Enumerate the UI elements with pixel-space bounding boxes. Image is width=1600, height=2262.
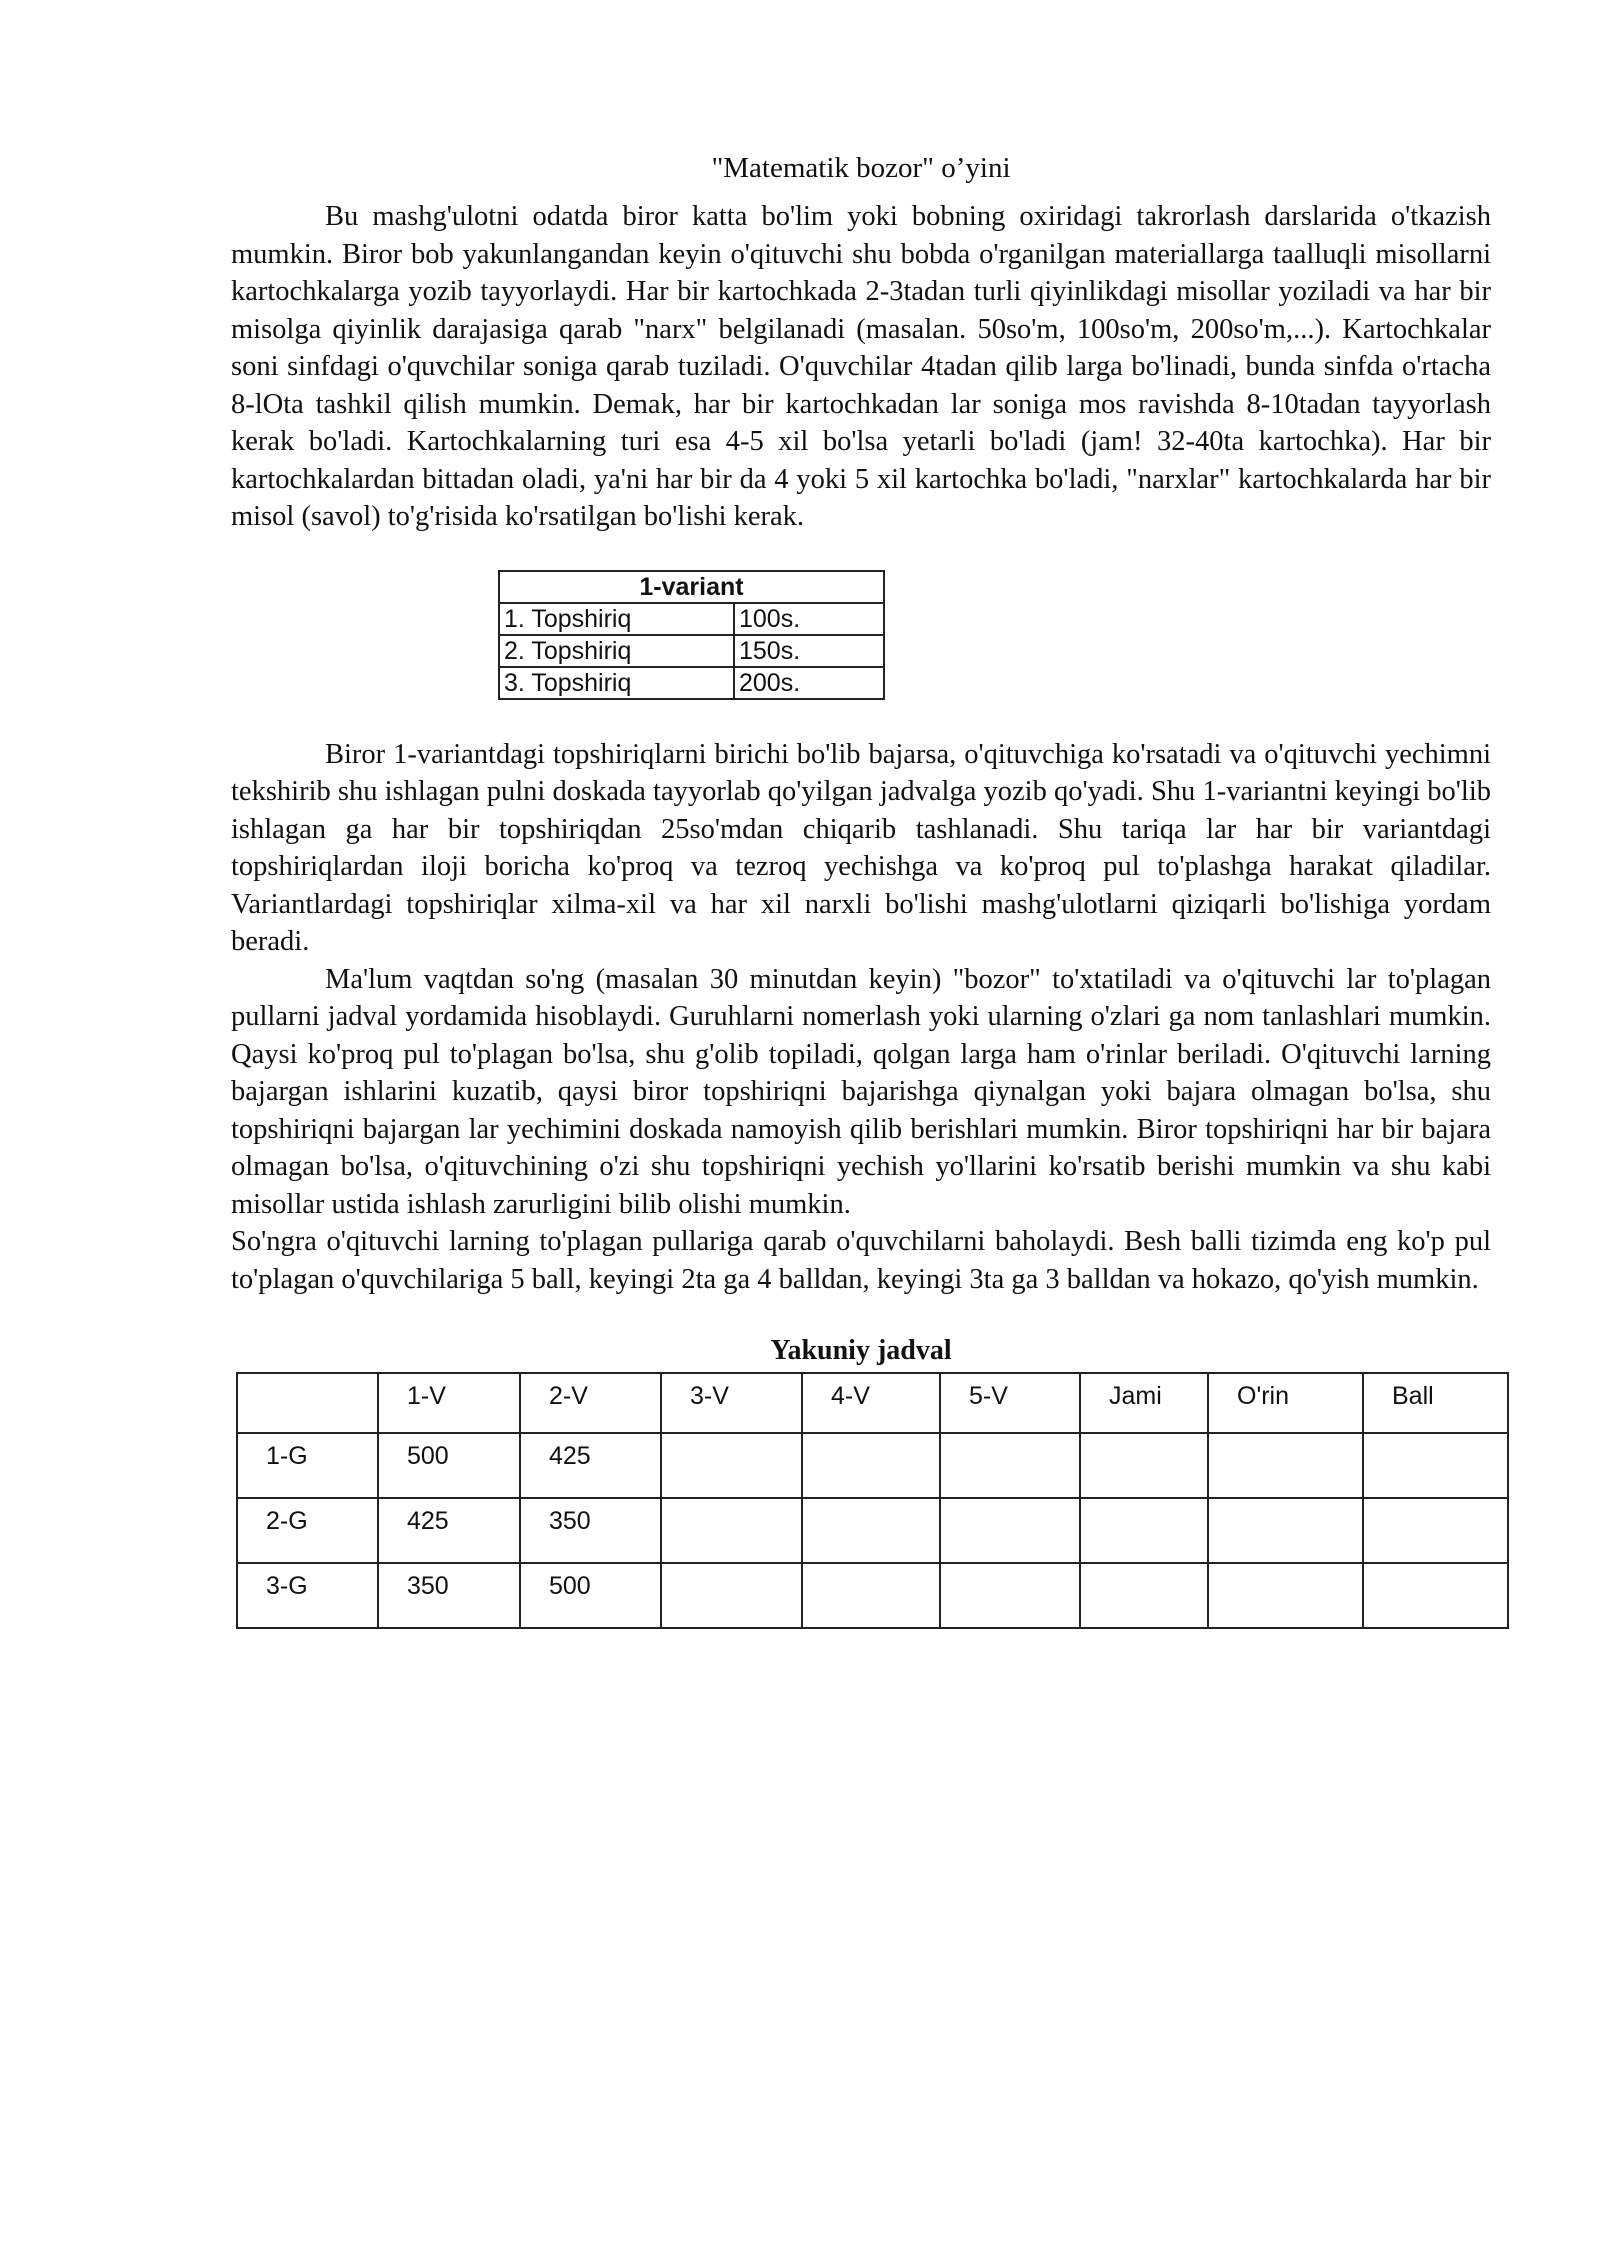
table-cell	[661, 1563, 802, 1628]
final-table-title: Yakuniy jadval	[770, 1335, 952, 1366]
table-row	[237, 1563, 1508, 1628]
variant-table-header: 1-variant	[499, 571, 884, 603]
header-cell: 4-V	[802, 1373, 940, 1433]
paragraph-procedure: Biror 1-variantdagi topshiriqlarni birichi bo'lib bajarsa, o'qituvchiga ko'rsatadi va o'qituvchi yechimni tekshirib shu ishlagan pulni doskada tayyorlab qo'yilgan jadvalga yozib qo'yadi. Shu 1-variantni keyingi bo'lib ishlagan ga har bir topshiriqdan 25so'mdan chiqarib tashlanadi. Shu tariqa lar har bir variantdagi topshiriqlardan iloji boricha ko'proq va tezroq yechishga va ko'proq pul to'plashga harakat qiladilar. Variantlardagi topshiriqlar xilma-xil va har xil narxli bo'lishi mashg'ulotlarni qiziqarli bo'lishiga yordam beradi.	[231, 738, 1491, 957]
price-cell: 100s.	[734, 603, 884, 635]
table-cell	[661, 1498, 802, 1563]
table-cell	[802, 1433, 940, 1498]
table-cell	[802, 1563, 940, 1628]
header-cell: 2-V	[520, 1373, 661, 1433]
table-cell	[1080, 1498, 1208, 1563]
header-cell: 3-V	[661, 1373, 802, 1433]
table-cell	[802, 1498, 940, 1563]
table-cell: 425	[520, 1433, 661, 1498]
table-cell	[940, 1433, 1080, 1498]
table-cell: 500	[520, 1563, 661, 1628]
price-cell: 150s.	[734, 635, 884, 667]
table-cell: 425	[378, 1498, 520, 1563]
task-cell: 1. Topshiriq	[499, 603, 734, 635]
variant-table-row	[499, 667, 884, 699]
variant-table	[498, 570, 885, 700]
table-cell	[940, 1563, 1080, 1628]
final-table	[236, 1372, 1509, 1629]
table-cell: 350	[520, 1498, 661, 1563]
variant-table-row	[499, 603, 884, 635]
table-cell	[1208, 1563, 1363, 1628]
table-cell	[1363, 1433, 1508, 1498]
table-cell: 500	[378, 1433, 520, 1498]
paragraph-intro: Bu mashg'ulotni odatda biror katta bo'lim yoki bobning oxiridagi takrorlash darslarida o'tkazish mumkin. Biror bob yakunlangandan keyin o'qituvchi shu bobda o'rganilgan materiallarga taalluqli misollarni kartochkalarga yozib tayyorlaydi. Har bir kartochkada 2-3tadan turli qiyinlikdagi misollar yoziladi va har bir misolga qiyinlik darajasiga qarab "narx" belgilanadi (masalan. 50so'm, 100so'm, 200so'm,...). Kartochkalar soni sinfdagi o'quvchilar soniga qarab tuziladi. O'quvchilar 4tadan qilib larga bo'linadi, bunda sinfda o'rtacha 8-lOta tashkil qilish mumkin. Demak, har bir kartochkadan lar soniga mos ravishda 8-10tadan tayyorlash kerak bo'ladi. Kartochkalarning turi esa 4-5 xil bo'lsa yetarli bo'ladi (jam! 32-40ta kartochka). Har bir kartochkalardan bittadan oladi, ya'ni har bir da 4 yoki 5 xil kartochka bo'ladi, "narxlar" kartochkalarda har bir misol (savol) to'g'risida ko'rsatilgan bo'lishi kerak.	[231, 201, 1491, 532]
header-cell: 5-V	[940, 1373, 1080, 1433]
header-cell: Jami	[1080, 1373, 1208, 1433]
table-cell	[661, 1433, 802, 1498]
paragraph-grading: So'ngra o'qituvchi larning to'plagan pullariga qarab o'quvchilarni baholaydi. Besh balli tizimda eng ko'p pul to'plagan o'quvchilariga 5 ball, keyingi 2ta ga 4 balldan, keyingi 3ta ga 3 balldan va hokazo, qo'yish mumkin.	[231, 1226, 1491, 1295]
document-title: "Matematik bozor" o’yini	[711, 152, 1011, 184]
paragraph-results: Ma'lum vaqtdan so'ng (masalan 30 minutdan keyin) "bozor" to'xtatiladi va o'qituvchi lar to'plagan pullarni jadval yordamida hisoblaydi. Guruhlarni nomerlash yoki ularning o'zlari ga nom tanlashlari mumkin. Qaysi ko'proq pul to'plagan bo'lsa, shu g'olib topiladi, qolgan larga ham o'rinlar beriladi. O'qituvchi larning bajargan ishlarini kuzatib, qaysi biror topshiriqni bajarishga qiynalgan yoki bajara olmagan bo'lsa, shu topshiriqni bajargan lar yechimini doskada namoyish qilib berishlari mumkin. Biror topshiriqni har bir bajara olmagan bo'lsa, o'qituvchining o'zi shu topshiriqni yechish yo'llarini ko'rsatib berishi mumkin va shu kabi misollar ustida ishlash zarurligini bilib olishi mumkin.	[231, 963, 1491, 1220]
table-cell	[1080, 1433, 1208, 1498]
table-cell	[1363, 1563, 1508, 1628]
header-cell: O'rin	[1208, 1373, 1363, 1433]
table-cell	[940, 1498, 1080, 1563]
table-cell: 1-G	[237, 1433, 378, 1498]
task-cell: 3. Topshiriq	[499, 667, 734, 699]
table-cell	[1208, 1433, 1363, 1498]
variant-table-row	[499, 635, 884, 667]
final-table-header-row	[237, 1373, 1508, 1433]
table-cell: 2-G	[237, 1498, 378, 1563]
table-cell: 350	[378, 1563, 520, 1628]
header-cell: 1-V	[378, 1373, 520, 1433]
task-cell: 2. Topshiriq	[499, 635, 734, 667]
table-cell: 3-G	[237, 1563, 378, 1628]
table-cell	[1208, 1498, 1363, 1563]
header-cell: Ball	[1363, 1373, 1508, 1433]
price-cell: 200s.	[734, 667, 884, 699]
header-cell	[237, 1373, 378, 1433]
table-row	[237, 1433, 1508, 1498]
table-cell	[1363, 1498, 1508, 1563]
table-cell	[1080, 1563, 1208, 1628]
document-page	[231, 150, 1491, 1629]
table-row	[237, 1498, 1508, 1563]
